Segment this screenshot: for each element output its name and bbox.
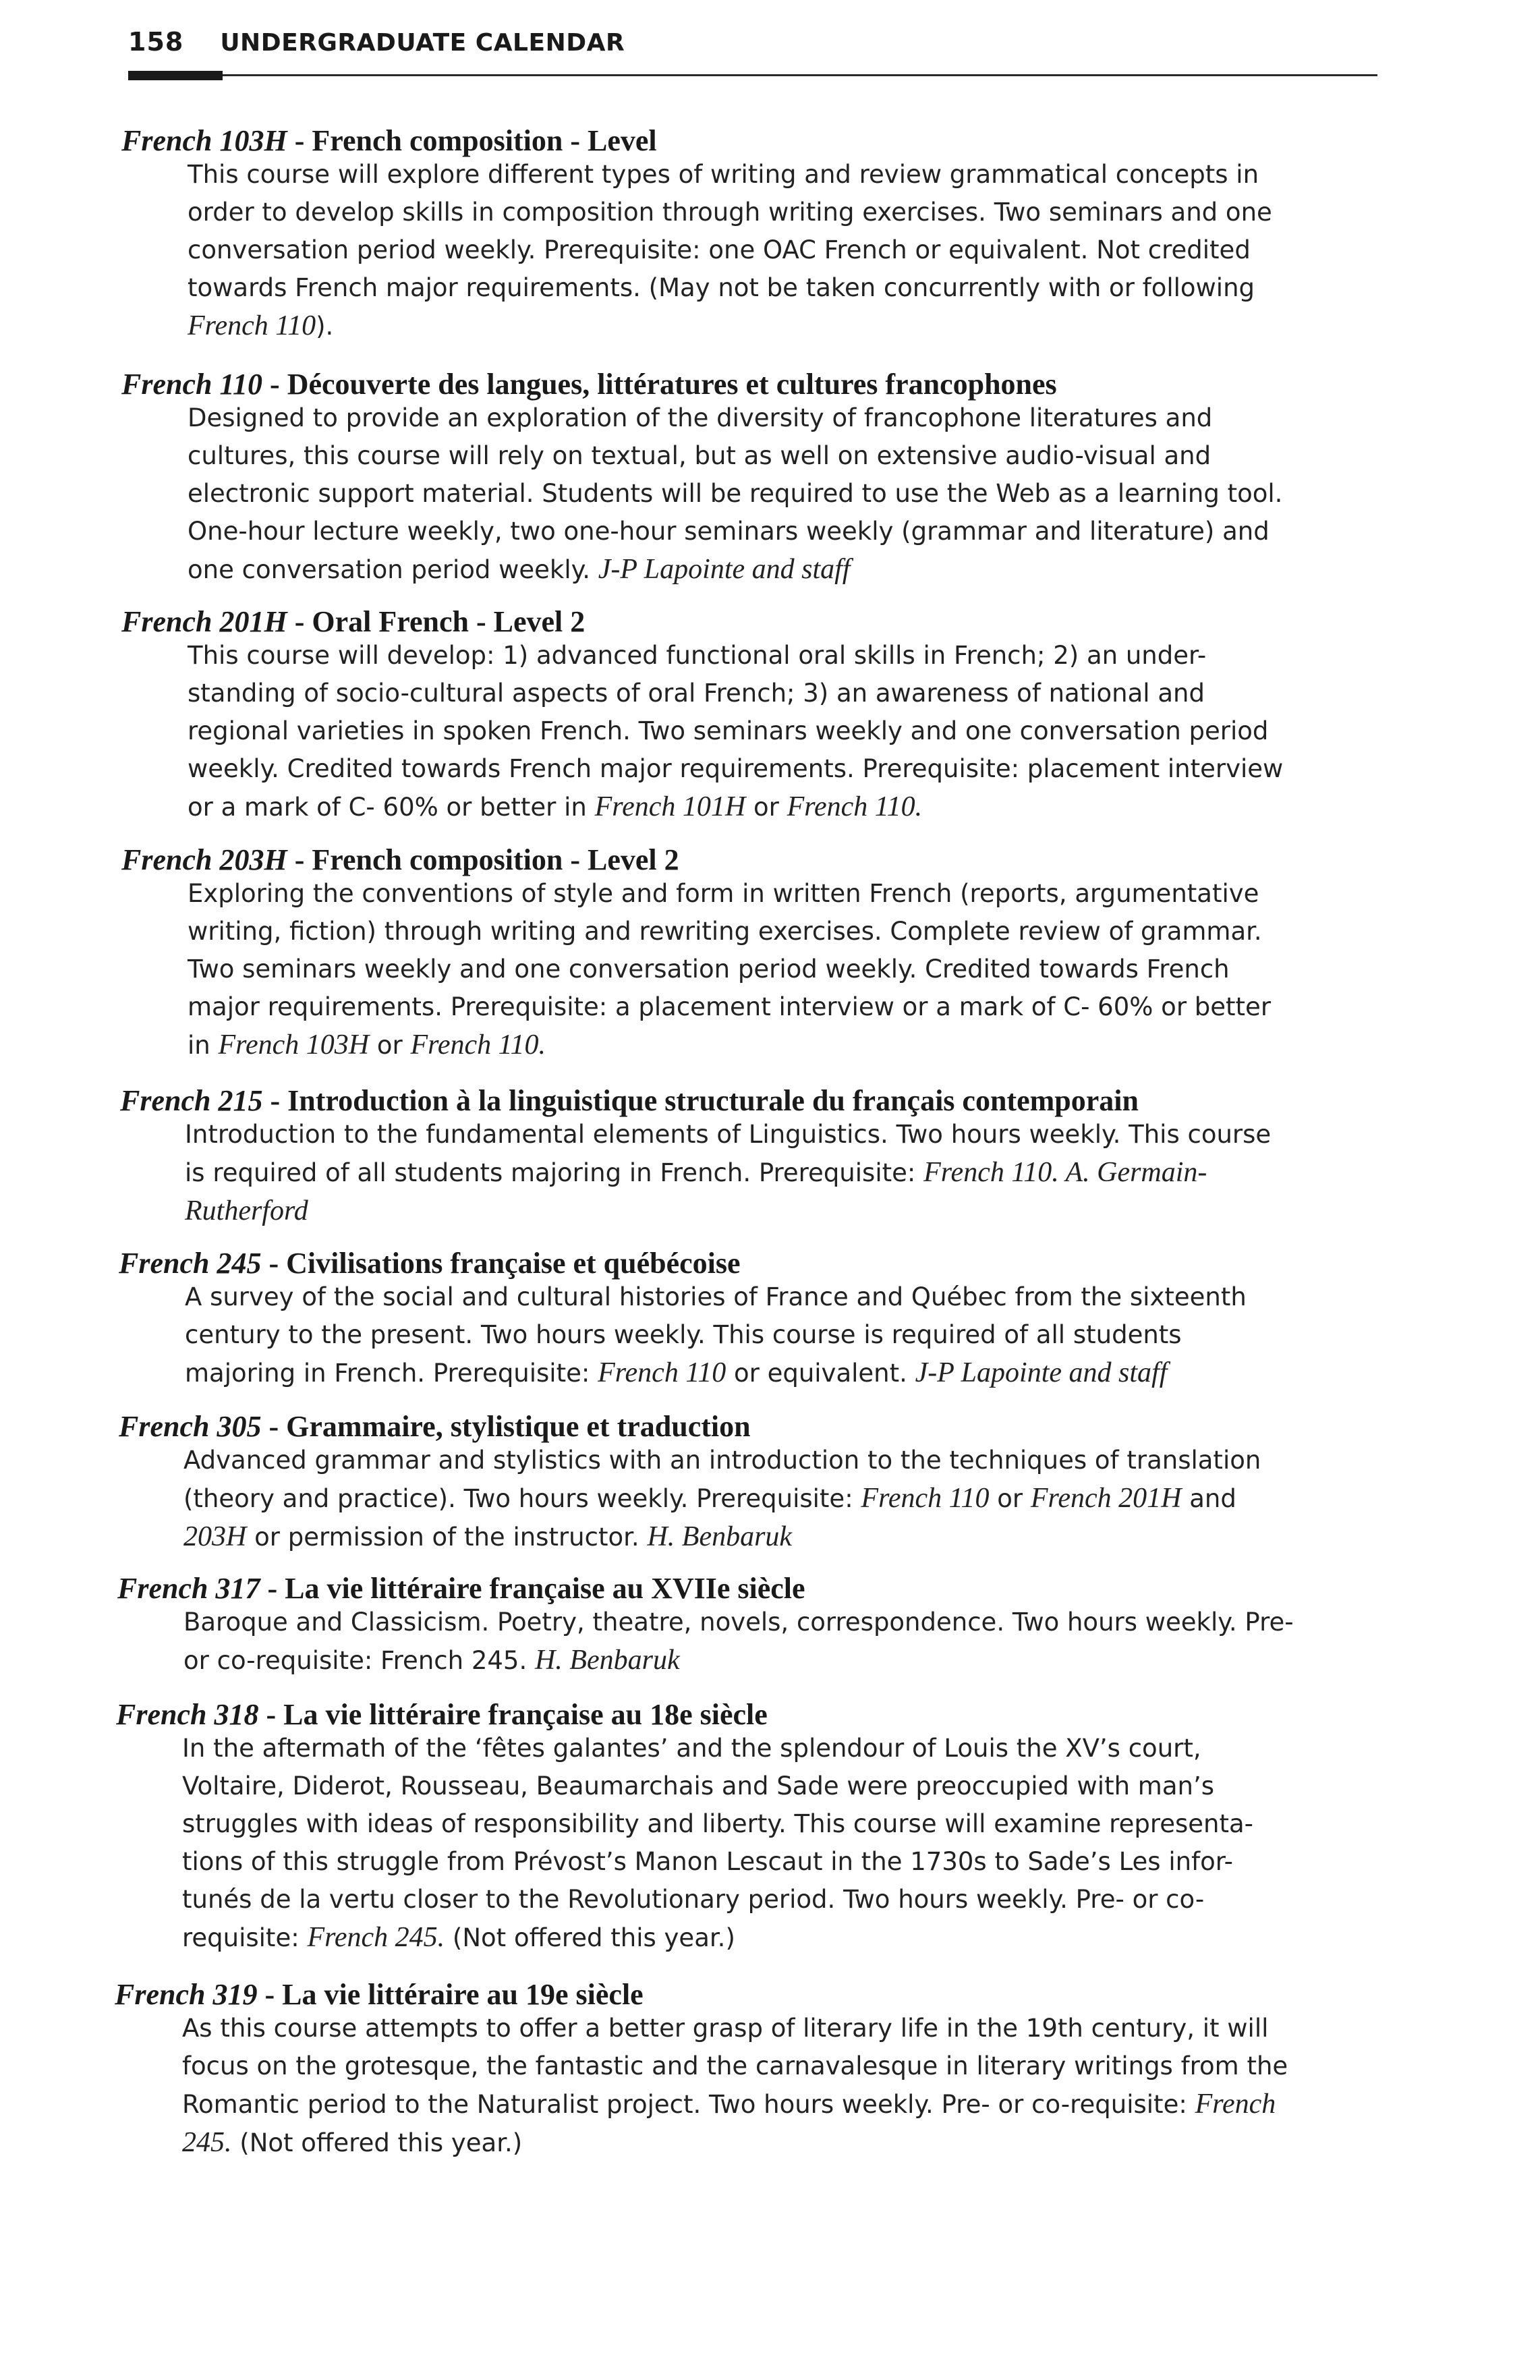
- course-heading: [121, 607, 585, 637]
- description-line: standing of socio-cultural aspects of oral French; 3) an awareness of national and: [188, 679, 1205, 708]
- page-number: 158: [128, 27, 184, 57]
- heading-separator: -: [257, 1978, 283, 2011]
- italic-reference: French 245.: [307, 1922, 445, 1953]
- description-line: electronic support material. Students will be required to use the Web as a learning tool.: [188, 479, 1283, 508]
- heading-separator: -: [261, 1410, 287, 1443]
- description-line: tunés de la vertu closer to the Revolutionary period. Two hours weekly. Pre- or co-: [182, 1885, 1205, 1914]
- description-line: majoring in French. Prerequisite: French 110 or equivalent. J-P Lapointe and staff: [185, 1357, 1168, 1388]
- course-heading: [121, 370, 1057, 399]
- italic-reference: 203H: [183, 1521, 247, 1552]
- course-description: [182, 2010, 1354, 2162]
- description-line: Baroque and Classicism. Poetry, theatre, novels, correspondence. Two hours weekly. Pre-: [183, 1608, 1294, 1637]
- course-title: Oral French - Level 2: [312, 605, 586, 638]
- course-title: Découverte des langues, littératures et cultures francophones: [287, 368, 1057, 401]
- course-code: French 110: [121, 368, 263, 401]
- course-code: French 203H: [121, 843, 287, 876]
- italic-reference: French 110: [188, 310, 316, 341]
- heading-separator: -: [258, 1698, 284, 1731]
- description-line: weekly. Credited towards French major requirements. Prerequisite: placement interview: [188, 754, 1284, 783]
- course-code: French 317: [117, 1572, 260, 1605]
- description-line: cultures, this course will rely on textual, but as well on extensive audio-visual and: [188, 441, 1211, 470]
- course-heading: [120, 1086, 1139, 1116]
- italic-reference: Rutherford: [185, 1195, 308, 1226]
- course-code: French 201H: [121, 605, 287, 638]
- description-line: century to the present. Two hours weekly. This course is required of all students: [185, 1320, 1182, 1349]
- italic-reference: 245.: [182, 2127, 232, 2158]
- course-code: French 103H: [121, 124, 287, 157]
- course-title: French composition - Level 2: [312, 843, 679, 876]
- description-line: (theory and practice). Two hours weekly. Prerequisite: French 110 or French 201H and: [183, 1483, 1236, 1514]
- description-line: major requirements. Prerequisite: a placement interview or a mark of C- 60% or better: [188, 992, 1272, 1021]
- heading-separator: -: [261, 1247, 287, 1280]
- heading-separator: -: [262, 368, 287, 401]
- italic-reference: H. Benbaruk: [534, 1645, 680, 1676]
- course-heading: [115, 1980, 644, 2010]
- description-line: focus on the grotesque, the fantastic and the carnavalesque in literary writings from the: [182, 2051, 1288, 2080]
- description-line: As this course attempts to offer a better grasp of literary life in the 19th century, it will: [182, 2014, 1269, 2043]
- description-line: Voltaire, Diderot, Rousseau, Beaumarchais and Sade were preoccupied with man’s: [182, 1772, 1215, 1801]
- description-line: or a mark of C- 60% or better in French 101H or French 110.: [188, 791, 923, 822]
- italic-reference: French 110.: [787, 791, 923, 822]
- course-heading: [121, 845, 679, 875]
- description-line: Introduction to the fundamental elements of Linguistics. Two hours weekly. This course: [185, 1120, 1272, 1149]
- description-line: One-hour lecture weekly, two one-hour seminars weekly (grammar and literature) and: [188, 517, 1270, 546]
- italic-reference: French 101H: [594, 791, 746, 822]
- italic-reference: French 110.: [410, 1029, 546, 1060]
- description-line: regional varieties in spoken French. Two seminars weekly and one conversation period: [188, 716, 1269, 745]
- course-title: La vie littéraire au 19e siècle: [282, 1978, 644, 2011]
- course-description: [188, 399, 1360, 589]
- course-title: Civilisations française et québécoise: [286, 1247, 741, 1280]
- italic-reference: French 103H: [218, 1029, 370, 1060]
- course-description: [188, 156, 1360, 345]
- course-heading: [121, 126, 657, 156]
- description-line: Exploring the conventions of style and form in written French (reports, argumentative: [188, 879, 1259, 908]
- italic-reference: French: [1195, 2089, 1276, 2120]
- course-code: French 215: [120, 1084, 263, 1117]
- italic-reference: French 110: [861, 1483, 990, 1514]
- course-description: [185, 1278, 1357, 1392]
- description-line: order to develop skills in composition through writing exercises. Two seminars and one: [188, 198, 1272, 227]
- course-title: Introduction à la linguistique structurale du français contemporain: [287, 1084, 1139, 1117]
- page-header: [128, 27, 625, 57]
- description-line: conversation period weekly. Prerequisite: one OAC French or equivalent. Not credited: [188, 235, 1251, 264]
- heading-separator: -: [287, 124, 312, 157]
- course-title: French composition - Level: [312, 124, 657, 157]
- italic-reference: French 110. A. Germain-: [923, 1157, 1207, 1188]
- course-heading: [117, 1574, 805, 1604]
- description-line: A survey of the social and cultural histories of France and Québec from the sixteenth: [185, 1282, 1247, 1311]
- course-title: La vie littéraire française au 18e siècle: [283, 1698, 768, 1731]
- heading-separator: -: [287, 605, 312, 638]
- description-line: or co-requisite: French 245. H. Benbaruk: [183, 1645, 680, 1676]
- heading-separator: -: [260, 1572, 285, 1605]
- course-code: French 319: [115, 1978, 258, 2011]
- italic-reference: French 201H: [1030, 1483, 1182, 1514]
- description-line: towards French major requirements. (May not be taken concurrently with or following: [188, 273, 1255, 302]
- header-rule-accent: [128, 71, 223, 80]
- course-description: [183, 1604, 1356, 1680]
- course-code: French 318: [116, 1698, 259, 1731]
- description-line: Romantic period to the Naturalist project. Two hours weekly. Pre- or co-requisite: French: [182, 2089, 1276, 2120]
- course-code: French 245: [119, 1247, 262, 1280]
- description-line: Advanced grammar and stylistics with an introduction to the techniques of translation: [183, 1446, 1261, 1475]
- italic-reference: H. Benbaruk: [647, 1521, 793, 1552]
- description-line: writing, fiction) through writing and rewriting exercises. Complete review of grammar.: [188, 917, 1262, 946]
- heading-separator: -: [262, 1084, 288, 1117]
- description-line: in French 103H or French 110.: [188, 1029, 546, 1060]
- course-description: [182, 1730, 1354, 1957]
- description-line: tions of this struggle from Prévost’s Manon Lescaut in the 1730s to Sade’s Les infor-: [182, 1847, 1233, 1876]
- description-line: one conversation period weekly. J-P Lapointe and staff: [188, 554, 851, 585]
- course-description: [188, 637, 1360, 826]
- description-line: This course will explore different types of writing and review grammatical concepts in: [188, 160, 1259, 189]
- description-line: struggles with ideas of responsibility and liberty. This course will examine representa-: [182, 1809, 1254, 1838]
- header-rule: [128, 74, 1377, 76]
- course-heading: [119, 1249, 741, 1278]
- course-code: French 305: [119, 1410, 262, 1443]
- running-head: UNDERGRADUATE CALENDAR: [220, 29, 625, 57]
- description-line: In the aftermath of the ‘fêtes galantes’ and the splendour of Louis the XV’s court,: [182, 1734, 1201, 1763]
- course-heading: [119, 1412, 751, 1442]
- description-line: [185, 1192, 1357, 1230]
- course-heading: [116, 1700, 768, 1730]
- description-line: Designed to provide an exploration of the diversity of francophone literatures and: [188, 403, 1213, 432]
- course-description: [185, 1116, 1357, 1230]
- course-title: La vie littéraire française au XVIIe siècle: [285, 1572, 805, 1605]
- description-line: is required of all students majoring in French. Prerequisite: French 110. A. Germain-: [185, 1157, 1207, 1188]
- course-description: [183, 1442, 1356, 1556]
- description-line: 245. (Not offered this year.): [182, 2127, 523, 2158]
- description-line: requisite: French 245. (Not offered this year.): [182, 1922, 735, 1953]
- italic-reference: J-P Lapointe and staff: [598, 554, 851, 585]
- description-line: Two seminars weekly and one conversation period weekly. Credited towards French: [188, 955, 1230, 984]
- heading-separator: -: [287, 843, 312, 876]
- description-line: French 110).: [188, 310, 334, 341]
- italic-reference: J-P Lapointe and staff: [915, 1357, 1168, 1388]
- course-title: Grammaire, stylistique et traduction: [286, 1410, 751, 1443]
- italic-reference: French 110: [598, 1357, 726, 1388]
- description-line: This course will develop: 1) advanced functional oral skills in French; 2) an under-: [188, 641, 1207, 670]
- course-description: [188, 875, 1360, 1065]
- description-line: 203H or permission of the instructor. H. Benbaruk: [183, 1521, 793, 1552]
